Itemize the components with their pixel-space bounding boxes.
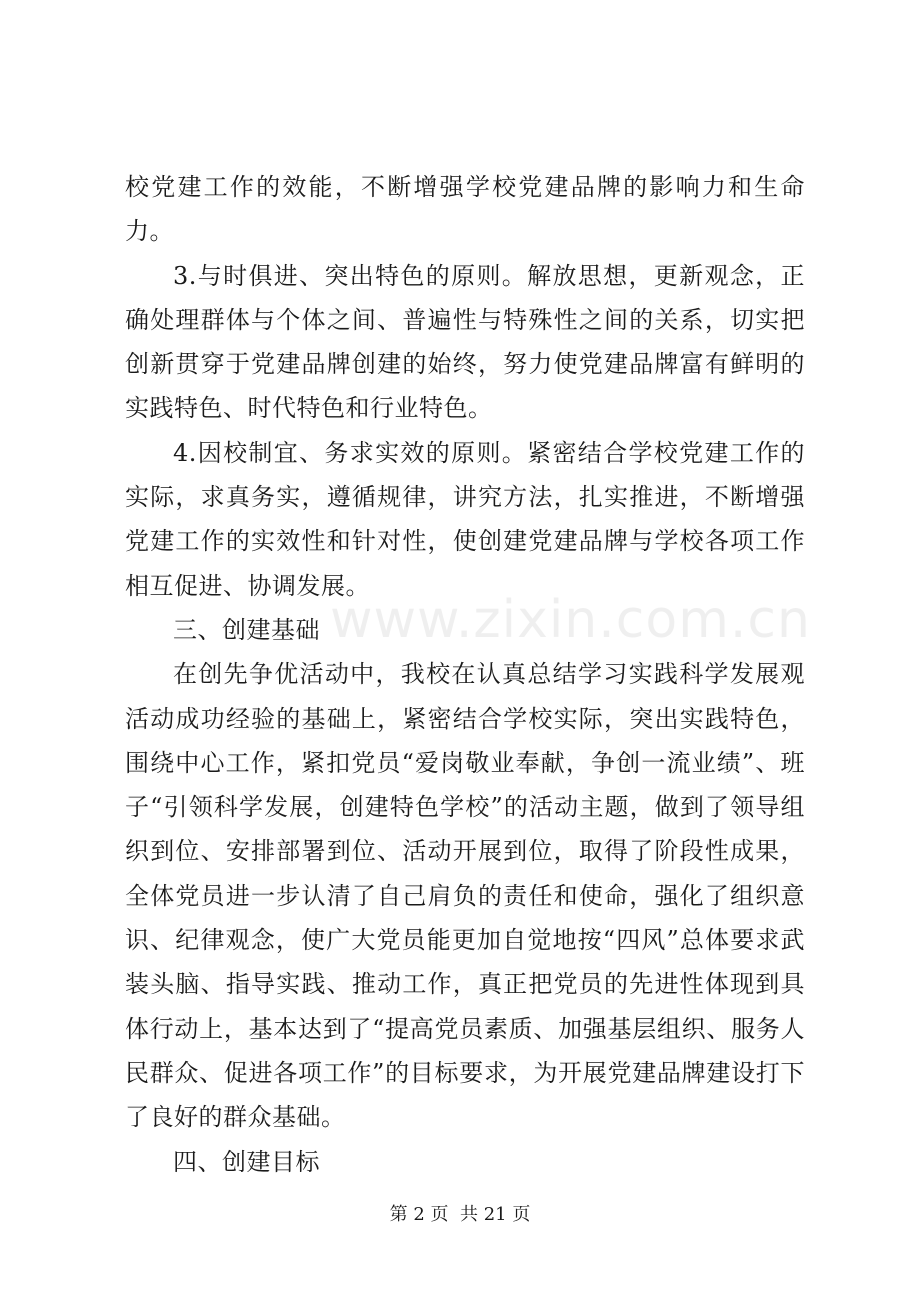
section-heading-foundation: 三、创建基础 (173, 615, 320, 644)
paragraph-principle-3: 3.与时俱进、突出特色的原则。解放思想，更新观念，正确处理群体与个体之间、普遍性与特殊性之间的关系，切实把创新贯穿于党建品牌创建的始终，努力使党建品牌富有鲜明的实践特色、时代特色和行业特色。 (125, 261, 805, 423)
page-number-label: 第 2 页 共 21 页 (389, 1204, 531, 1225)
watermark: www.zixin.com.cn (330, 590, 811, 650)
page-footer (0, 1203, 920, 1227)
paragraph-continuation: 校党建工作的效能，不断增强学校党建品牌的影响力和生命力。 (125, 173, 805, 246)
document-body (125, 165, 805, 1184)
paragraph-principle-4: 4.因校制宜、务求实效的原则。紧密结合学校党建工作的实际，求真务实，遵循规律，讲究方法，扎实推进，不断增强党建工作的实效性和针对性，使创建党建品牌与学校各项工作相互促进、协调发展。 (125, 438, 805, 600)
paragraph-foundation: 在创先争优活动中，我校在认真总结学习实践科学发展观活动成功经验的基础上，紧密结合学校实际，突出实践特色，围绕中心工作，紧扣党员“爱岗敬业奉献，争创一流业绩”、班子“引领科学发展，创建特色学校”的活动主题，做到了领导组织到位、安排部署到位、活动开展到位，取得了阶段性成果，全体党员进一步认清了自己肩负的责任和使命，强化了组织意识、纪律观念，使广大党员能更加自觉地按“四风”总体要求武装头脑、指导实践、推动工作，真正把党员的先进性体现到具体行动上，基本达到了“提高党员素质、加强基层组织、服务人民群众、促进各项工作”的目标要求，为开展党建品牌建设打下了良好的群众基础。 (125, 660, 805, 1132)
section-heading-goals: 四、创建目标 (173, 1147, 320, 1176)
